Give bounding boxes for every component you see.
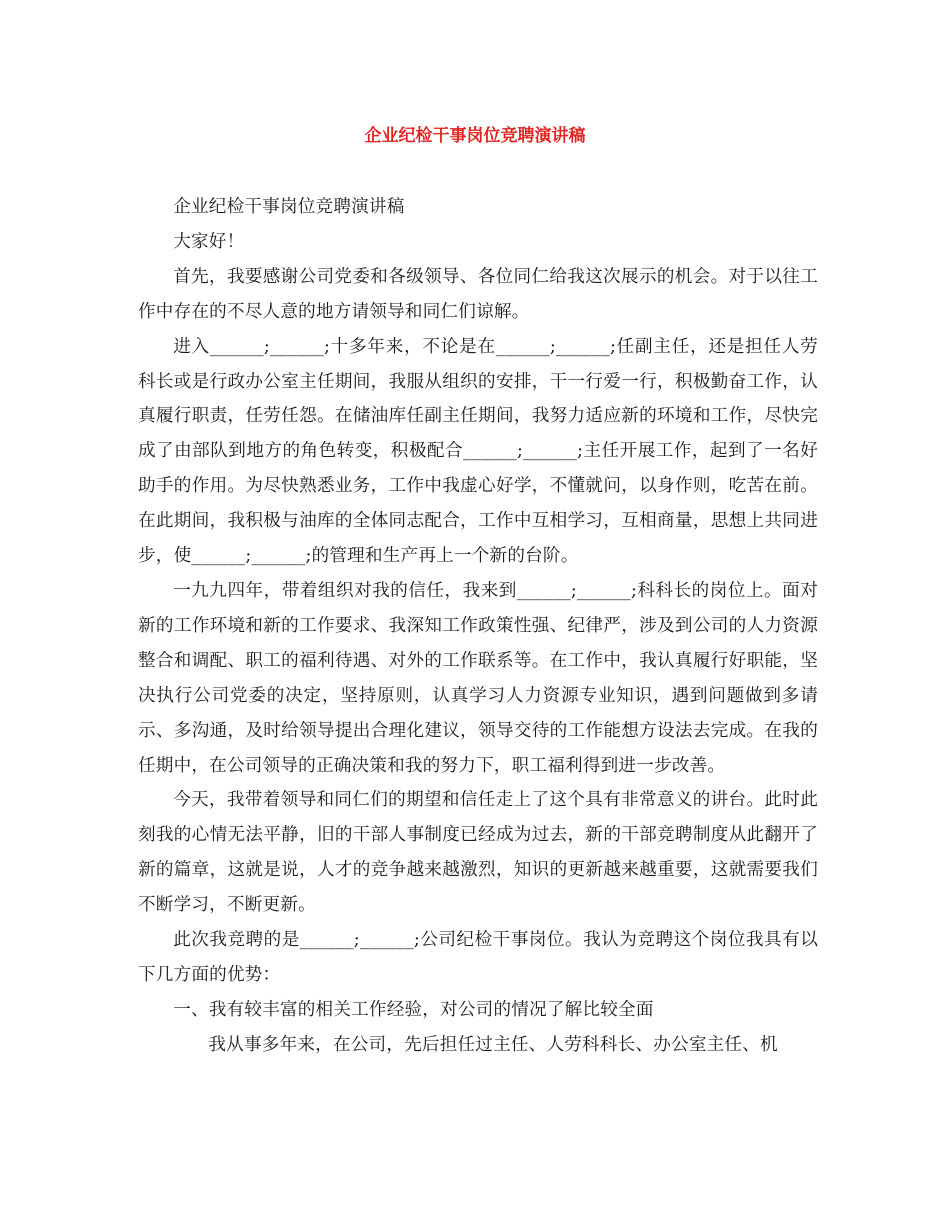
position-paragraph: 此次我竞聘的是______;______;公司纪检干事岗位。我认为竞聘这个岗位我具有以下几方面的优势： bbox=[138, 930, 818, 985]
today-paragraph: 今天，我带着领导和同仁们的期望和信任走上了这个具有非常意义的讲台。此时此刻我的心情无法平静，旧的干部人事制度已经成为过去，新的干部竞聘制度从此翻开了新的篇章，这就是说，人才的竞争越来越激烈，知识的更新越来越重要，这就需要我们不断学习，不断更新。 bbox=[138, 790, 818, 916]
body-heading: 企业纪检干事岗位竞聘演讲稿 bbox=[173, 197, 405, 217]
advantage-heading: 一、我有较丰富的相关工作经验，对公司的情况了解比较全面 bbox=[173, 999, 654, 1020]
greeting-paragraph: 大家好！ bbox=[173, 231, 245, 252]
document-title: 企业纪检干事岗位竞聘演讲稿 bbox=[364, 126, 586, 146]
section-chief-paragraph: 一九九四年，带着组织对我的信任，我来到______;______;科科长的岗位上。面对新的工作环境和新的工作要求、我深知工作政策性强、纪律严，涉及到公司的人力资源整合和调配、职工的福利待遇、对外的工作联系等。在工作中，我认真履行好职能，坚决执行公司党委的决定，坚持原则，认真学习人力资源专业知识，遇到问题做到多请示、多沟通，及时给领导提出合理化建议，领导交待的工作能想方设法去完成。在我的任期中，在公司领导的正确决策和我的努力下，职工福利得到进一步改善。 bbox=[138, 580, 818, 776]
thanks-paragraph: 首先，我要感谢公司党委和各级领导、各位同仁给我这次展示的机会。对于以往工作中存在的不尽人意的地方请领导和同仁们谅解。 bbox=[138, 266, 818, 322]
document-body bbox=[138, 190, 818, 1063]
career-paragraph: 进入______;______;十多年来，不论是在______;______;任副主任，还是担任人劳科长或是行政办公室主任期间，我服从组织的安排，干一行爱一行，积极勤奋工作，认真履行职责，任劳任怨。在储油库任副主任期间，我努力适应新的环境和工作，尽快完成了由部队到地方的角色转变，积极配合______;______;主任开展工作，起到了一名好助手的作用。为尽快熟悉业务，工作中我虚心好学，不懂就问，以身作则，吃苦在前。在此期间，我积极与油库的全体同志配合，工作中互相学习，互相商量，思想上共同进步，使______;______;的管理和生产再上一个新的台阶。 bbox=[138, 336, 818, 567]
experience-paragraph: 我从事多年来，在公司，先后担任过主任、人劳科科长、办公室主任、机 bbox=[208, 1034, 778, 1055]
